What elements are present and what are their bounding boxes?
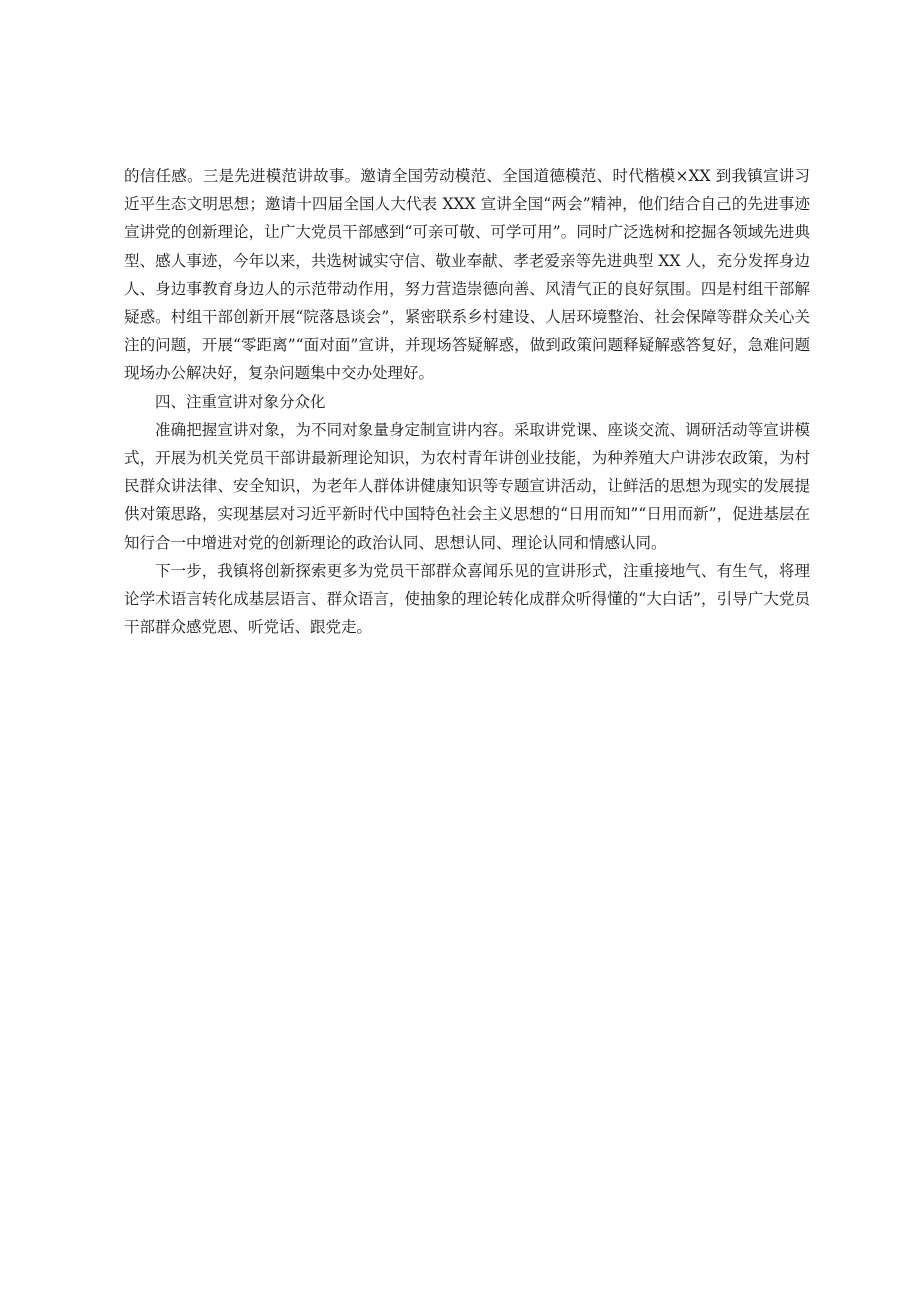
paragraph-next-step: 下一步，我镇将创新探索更多为党员干部群众喜闻乐见的宣讲形式，注重接地气、有生气，将理论学术语言转化成基层语言、群众语言，使抽象的理论转化成群众听得懂的“大白话”，引导广大党员干部群众感党恩、听党话、跟党走。	[124, 561, 810, 637]
paragraph-audience: 准确把握宣讲对象，为不同对象量身定制宣讲内容。采取讲党课、座谈交流、调研活动等宣讲模式，开展为机关党员干部讲最新理论知识，为农村青年讲创业技能，为种养殖大户讲涉农政策，为村民群众讲法律、安全知识，为老年人群体讲健康知识等专题宣讲活动，让鲜活的思想为现实的发展提供对策思路，实现基层对习近平新时代中国特色社会主义思想的“日用而知”“日用而新”，促进基层在知行合一中增进对党的创新理论的政治认同、思想认同、理论认同和情感认同。	[124, 420, 810, 552]
document-body	[124, 162, 810, 641]
section-heading: 四、注重宣讲对象分众化	[155, 392, 326, 411]
paragraph-continuation: 的信任感。三是先进模范讲故事。邀请全国劳动模范、全国道德模范、时代楷模×XX 到我镇宣讲习近平生态文明思想；邀请十四届全国人大代表 XXX 宣讲全国“两会”精神，他们结合自己的先进事迹宣讲党的创新理论，让广大党员干部感到“可亲可敬、可学可用”。同时广泛选树和挖掘各领域先进典型、感人事迹，今年以来，共选树诚实守信、敬业奉献、孝老爱亲等先进典型 XX 人，充分发挥身边人、身边事教育身边人的示范带动作用，努力营造崇德向善、风清气正的良好氛围。四是村组干部解疑惑。村组干部创新开展“院落恳谈会”，紧密联系乡村建设、人居环境整治、社会保障等群众关心关注的问题，开展“零距离”“面对面”宣讲，并现场答疑解惑，做到政策问题释疑解惑答复好，急难问题现场办公解决好，复杂问题集中交办处理好。	[124, 167, 810, 383]
